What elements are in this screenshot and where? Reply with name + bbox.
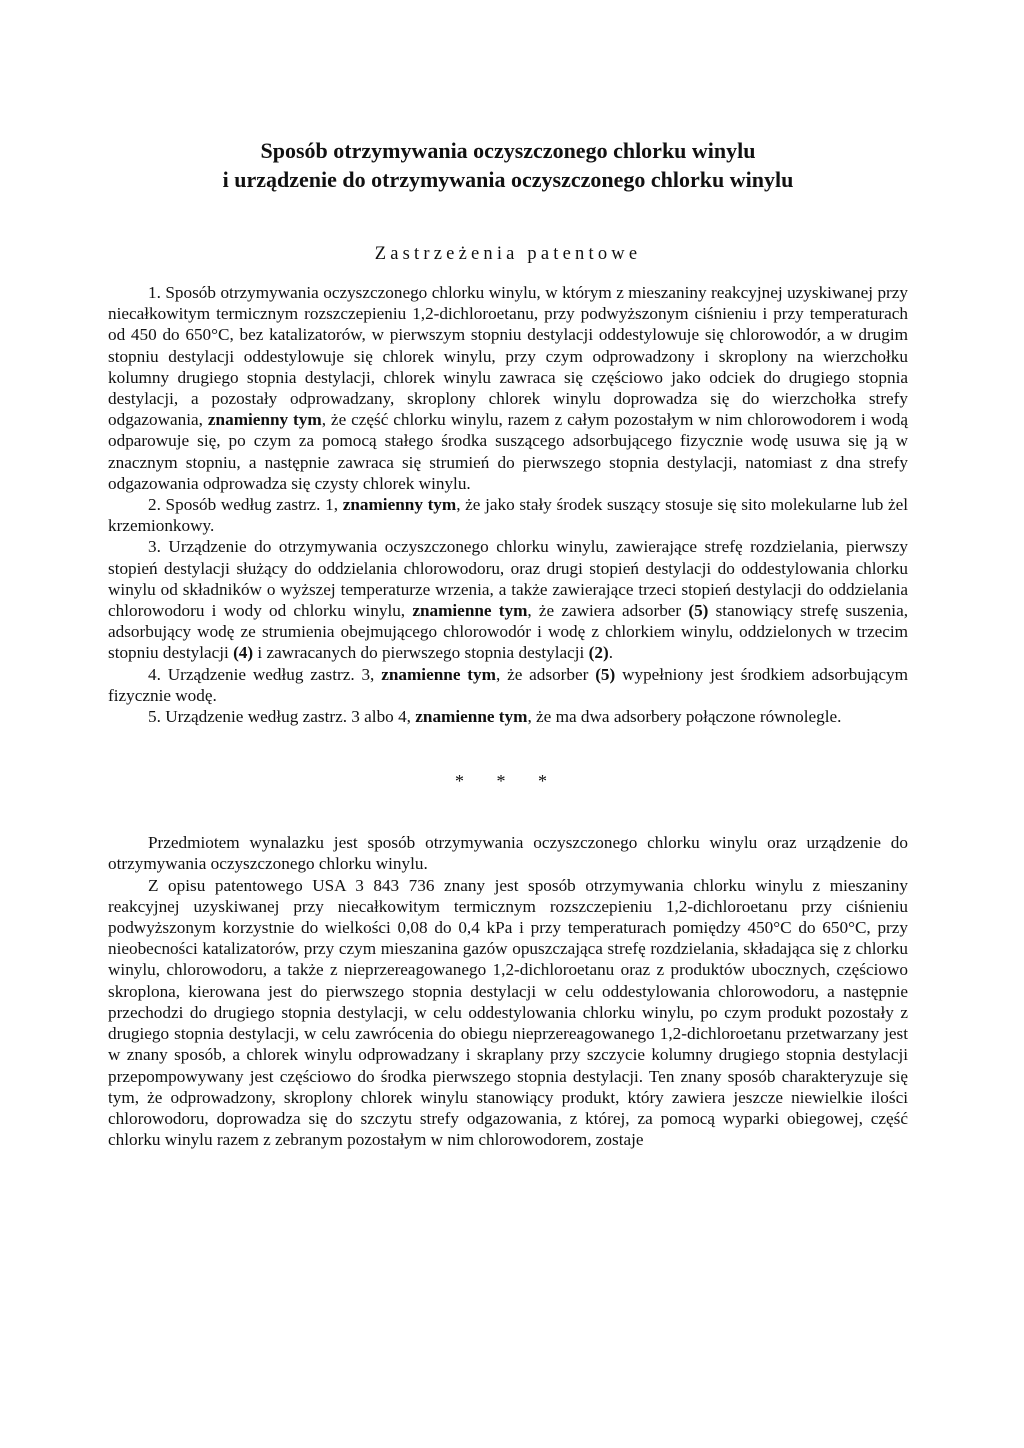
- description-paragraph-2: Z opisu patentowego USA 3 843 736 znany jest sposób otrzymywania chlorku winylu z mieszaniny reakcyjnej uzyskiwanej przy niecałkowitym termicznym rozszczepieniu 1,2-dichloroetanu przy ciśnieniu podwyższonym korzystnie do wielkości 0,08 do 0,4 kPa i przy temperaturach pomiędzy 450°C do 650°C, przy nieobecności katalizatorów, przy czym mieszanina gazów opuszczająca strefę rozdzielania, składająca się z chlorku winylu, chlorowodoru, a także z nieprzereagowanego 1,2-dichloroetanu oraz z produktów ubocznych, częściowo skroplona, kierowana jest do pierwszego stopnia destylacji w celu oddestylowania chlorowodoru, a następnie przechodzi do drugiego stopnia destylacji, w celu oddestylowania chlorku winylu, po czym produkt pozostały z drugiego stopnia destylacji, w celu zawrócenia do obiegu nieprzereagowanego 1,2-dichloroetanu przetwarzany jest w znany sposób, a chlorek winylu odprowadzany i skraplany przy szczycie kolumny drugiego stopnia destylacji przepompowywany jest częściowo do środka pierwszego stopnia destylacji. Ten znany sposób charakteryzuje się tym, że odprowadzony, skroplony chlorek winylu stanowiący produkt, który zawiera jeszcze niewielkie ilości chlorowodoru, doprowadza się do szczytu strefy odgazowania, z której, za pomocą wyparki obiegowej, część chlorku winylu razem z zebranym pozostałym w nim chlorowodorem, zostaje: [108, 875, 908, 1150]
- section-separator: * * *: [455, 771, 561, 792]
- claim-1: 1. Sposób otrzymywania oczyszczonego chlorku winylu, w którym z mieszaniny reakcyjnej uzyskiwanej przy niecałkowitym termicznym rozszczepieniu 1,2-dichloroetanu, przy podwyższonym ciśnieniu i przy temperaturach od 450 do 650°C, bez katalizatorów, w pierwszym stopniu destylacji oddestylowuje się chlorowodór, a w drugim stopniu destylacji oddestylowuje się chlorek winylu, przy czym odprowadzony i skroplony na wierzchołku kolumny drugiego stopnia destylacji, chlorek winylu zawraca się częściowo jako odciek do drugiego stopnia destylacji, a pozostały odprowadzany, skroplony chlorek winylu doprowadza się do wierzchołka strefy odgazowania, znamienny tym, że część chlorku winylu, razem z całym pozostałym w nim chlorowodorem i wodą odparowuje się, po czym za pomocą stałego środka suszącego adsorbującego fizycznie wodę usuwa się ją w znacznym stopniu, a następnie zawraca się strumień do pierwszego stopnia destylacji, natomiast z dna strefy odgazowania odprowadza się czysty chlorek winylu.: [108, 283, 908, 493]
- claim-5: 5. Urządzenie według zastrz. 3 albo 4, znamienne tym, że ma dwa adsorbery połączone równolegle.: [148, 707, 842, 727]
- description-paragraph-1: Przedmiotem wynalazku jest sposób otrzymywania oczyszczonego chlorku winylu oraz urządzenie do otrzymywania oczyszczonego chlorku winylu.: [108, 833, 908, 874]
- document-title: [108, 136, 908, 194]
- claim-2: 2. Sposób według zastrz. 1, znamienny tym, że jako stały środek suszący stosuje się sito molekularne lub żel krzemionkowy.: [108, 495, 908, 536]
- title-line-1: Sposób otrzymywania oczyszczonego chlorku winylu: [260, 138, 756, 163]
- description: [108, 832, 908, 1150]
- claim-4: 4. Urządzenie według zastrz. 3, znamienne tym, że adsorber (5) wypełniony jest środkiem adsorbującym fizycznie wodę.: [108, 664, 908, 705]
- claim-3: 3. Urządzenie do otrzymywania oczyszczonego chlorku winylu, zawierające strefę rozdzielania, pierwszy stopień destylacji służący do oddzielania chlorowodoru, oraz drugi stopień destylacji do oddestylowania chlorku winylu od składników o wyższej temperaturze wrzenia, a także zawierające trzeci stopień destylacji do oddzielania chlorowodoru i wody od chlorku winylu, znamienne tym, że zawiera adsorber (5) stanowiący strefę suszenia, adsorbujący wodę ze strumienia obejmującego chlorowodór i wodę z chlorkiem winylu, oddzielonych w trzecim stopniu destylacji (4) i zawracanych do pierwszego stopnia destylacji (2).: [108, 537, 909, 663]
- document-page: [108, 136, 908, 1150]
- title-line-2: i urządzenie do otrzymywania oczyszczonego chlorku winylu: [222, 167, 794, 192]
- claims-list: [108, 282, 908, 727]
- claims-heading: Zastrzeżenia patentowe: [374, 244, 642, 264]
